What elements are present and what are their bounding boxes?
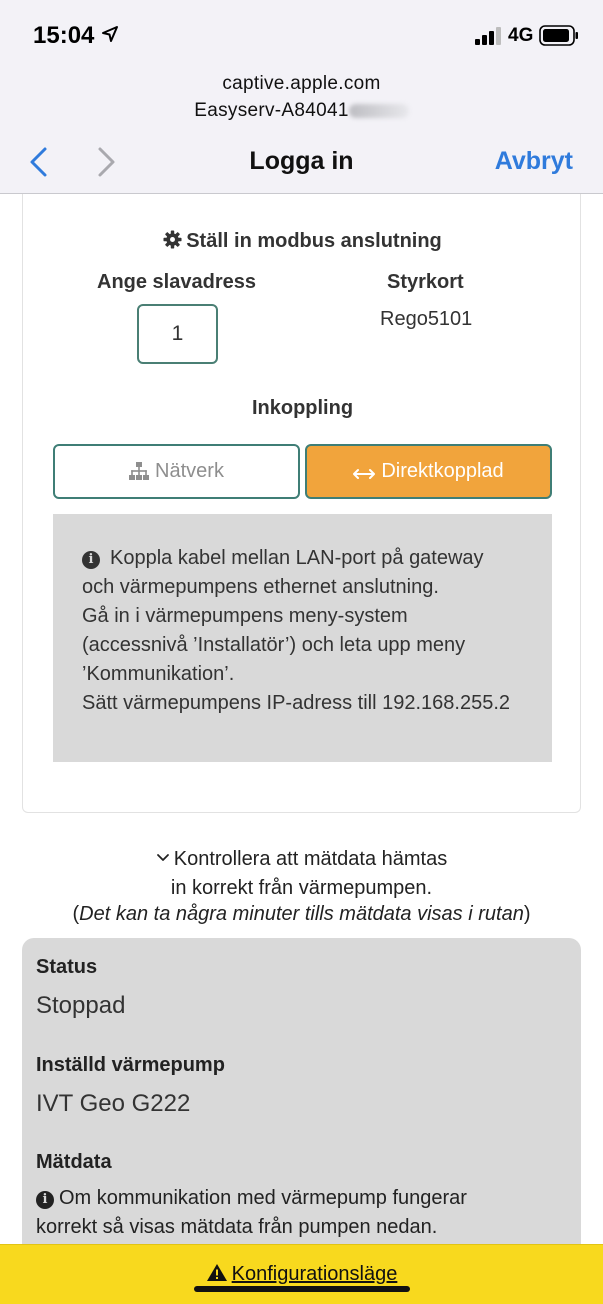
page-title: Logga in — [249, 147, 354, 175]
chevron-down-icon — [156, 853, 170, 863]
status-label: Status — [36, 956, 98, 978]
cancel-button[interactable]: Avbryt — [494, 147, 573, 175]
measurement-data-label: Mätdata — [36, 1151, 112, 1173]
redacted-text — [349, 104, 409, 118]
network-button-label: Nätverk — [155, 460, 224, 482]
measurement-data-info — [36, 1184, 566, 1242]
url-label: captive.apple.com — [222, 73, 381, 94]
connection-label: Inkoppling — [251, 397, 354, 419]
connection-info-box — [53, 514, 552, 762]
gear-icon — [163, 230, 182, 249]
info-line: Sätt värmepumpens IP-adress till 192.168.255.2 — [82, 692, 511, 714]
verify-line-2: in korrekt från värmepumpen. — [170, 877, 433, 899]
verify-data-text[interactable] — [0, 845, 603, 903]
status-bar — [0, 0, 603, 70]
wait-note: (Det kan ta några minuter tills mätdata visas i rutan) — [72, 903, 531, 925]
control-board-value: Rego5101 — [380, 308, 473, 330]
slave-address-label: Ange slavadress — [97, 271, 256, 293]
info-line: och värmepumpens ethernet anslutning. — [82, 576, 439, 598]
home-indicator — [194, 1286, 410, 1292]
network-connection-button[interactable] — [53, 444, 300, 499]
forward-chevron-icon[interactable] — [95, 146, 117, 178]
direct-connection-button[interactable] — [305, 444, 552, 499]
sitemap-icon — [129, 462, 149, 480]
heat-pump-label: Inställd värmepump — [36, 1054, 225, 1076]
info-line: Gå in i värmepumpens meny-system — [82, 605, 408, 627]
control-board-label: Styrkort — [387, 271, 464, 293]
info-icon: i — [36, 1191, 54, 1209]
modbus-heading-text: Ställ in modbus anslutning — [186, 230, 442, 252]
configuration-mode-label: Konfigurationsläge — [231, 1263, 398, 1285]
configuration-mode-link[interactable] — [0, 1263, 603, 1286]
double-arrow-icon — [353, 468, 375, 480]
network-name: Easyserv-A84041 — [194, 100, 349, 121]
wait-note-text: Det kan ta några minuter tills mätdata visas i rutan — [79, 903, 524, 925]
info-line: i Koppla kabel mellan LAN-port på gateway — [82, 544, 524, 573]
heat-pump-value: IVT Geo G222 — [36, 1090, 191, 1117]
location-arrow-icon — [101, 25, 119, 43]
slave-address-input[interactable]: 1 — [137, 304, 218, 364]
verify-line-1: Kontrollera att mätdata hämtas — [0, 845, 603, 874]
info-icon: i — [82, 551, 100, 569]
status-time: 15:04 — [33, 22, 95, 49]
info-line: (accessnivå ’Installatör’) och leta upp meny — [82, 634, 466, 656]
data-info-line-2: korrekt så visas mätdata från pumpen nedan. — [36, 1216, 438, 1238]
configuration-mode-bar[interactable] — [0, 1244, 603, 1304]
back-chevron-icon[interactable] — [28, 146, 50, 178]
modbus-settings-card — [22, 194, 581, 813]
network-name-line — [0, 100, 603, 122]
network-type: 4G — [508, 25, 534, 46]
browser-chrome — [0, 0, 603, 194]
modbus-heading — [23, 230, 582, 253]
cellular-signal-icon — [475, 27, 503, 45]
navigation-bar — [0, 140, 603, 184]
direct-button-label: Direktkopplad — [381, 460, 504, 482]
battery-icon — [539, 25, 579, 46]
status-value: Stoppad — [36, 992, 126, 1019]
data-info-line-1: i Om kommunikation med värmepump fungerar — [36, 1184, 566, 1213]
warning-icon — [206, 1263, 228, 1282]
info-line: ’Kommunikation’. — [82, 663, 235, 685]
